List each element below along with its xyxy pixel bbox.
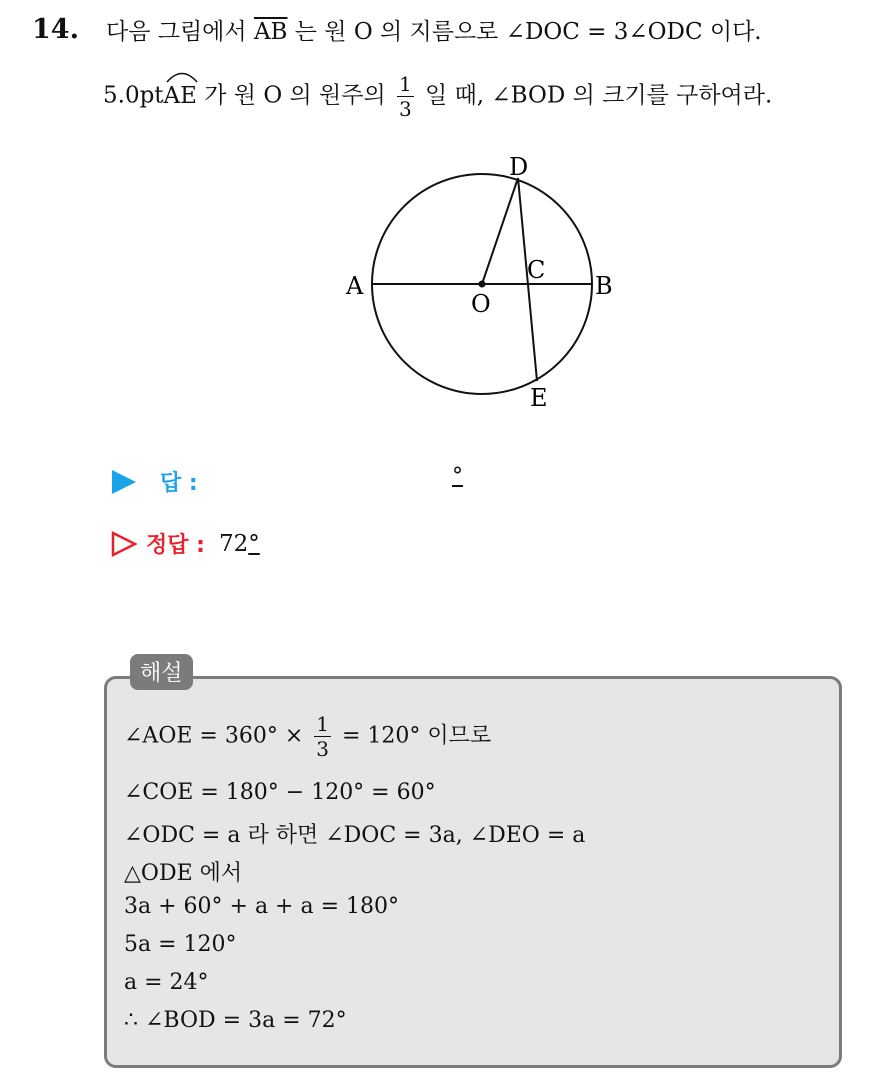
fraction-one-third xyxy=(397,72,414,121)
solution-line-8: ∴ ∠BOD = 3a = 72° xyxy=(124,1008,347,1033)
label-o: O xyxy=(471,290,491,318)
question-line-2 xyxy=(103,72,772,121)
question-text: 일 때, ∠BOD 의 크기를 구하여라. xyxy=(425,82,773,109)
solution-line-3: ∠ODC = a 라 하면 ∠DOC = 3a, ∠DEO = a xyxy=(124,823,586,848)
solution-text: = 120° 이므로 xyxy=(342,723,492,749)
answer-row xyxy=(110,466,198,497)
question-text: 가 원 O 의 원주의 xyxy=(204,82,386,109)
solution-line-1 xyxy=(124,712,491,761)
solution-tag: 해설 xyxy=(130,654,193,690)
arc-label: AE xyxy=(163,82,197,109)
question-text: 다음 그림에서 xyxy=(106,19,247,45)
fraction-numerator: 1 xyxy=(316,712,329,736)
correct-answer-row xyxy=(110,528,260,559)
question-line-1 xyxy=(106,17,762,47)
fraction-denominator: 3 xyxy=(399,97,412,121)
label-c: C xyxy=(527,256,546,284)
fraction-denominator: 3 xyxy=(316,737,329,761)
arc-mark-icon xyxy=(165,67,199,83)
fraction-numerator: 1 xyxy=(399,72,412,96)
play-arrow-icon xyxy=(110,468,138,496)
label-a: A xyxy=(346,272,364,300)
solution-line-7: a = 24° xyxy=(124,970,209,995)
question-prefix: 5.0pt xyxy=(103,82,164,109)
correct-answer-number: 72 xyxy=(218,530,249,557)
answer-label: 답 : xyxy=(160,471,198,496)
question-text: 는 원 O 의 지름으로 ∠DOC = 3∠ODC 이다. xyxy=(294,19,762,45)
segment-od xyxy=(482,178,518,284)
circle-figure xyxy=(330,150,630,420)
outline-arrow-icon xyxy=(110,530,138,558)
correct-answer-label: 정답 : xyxy=(146,533,205,558)
solution-line-4: △ODE 에서 xyxy=(124,861,243,886)
solution-line-6: 5a = 120° xyxy=(124,932,237,957)
solution-line-2: ∠COE = 180° − 120° = 60° xyxy=(124,780,436,805)
answer-blank-unit: ° xyxy=(452,464,463,489)
correct-answer-unit: ° xyxy=(248,530,260,557)
label-e: E xyxy=(530,384,548,412)
label-b: B xyxy=(595,272,613,300)
arc-ae xyxy=(164,81,197,111)
question-number: 14. xyxy=(32,14,79,45)
label-d: D xyxy=(509,153,529,181)
center-point xyxy=(479,281,486,288)
solution-text: ∠AOE = 360° × xyxy=(124,723,304,749)
correct-answer-value xyxy=(219,531,260,557)
solution-line-5: 3a + 60° + a + a = 180° xyxy=(124,894,400,919)
solution-fraction xyxy=(314,712,331,761)
segment-ab: $\overline{AB}$ xyxy=(253,19,288,45)
